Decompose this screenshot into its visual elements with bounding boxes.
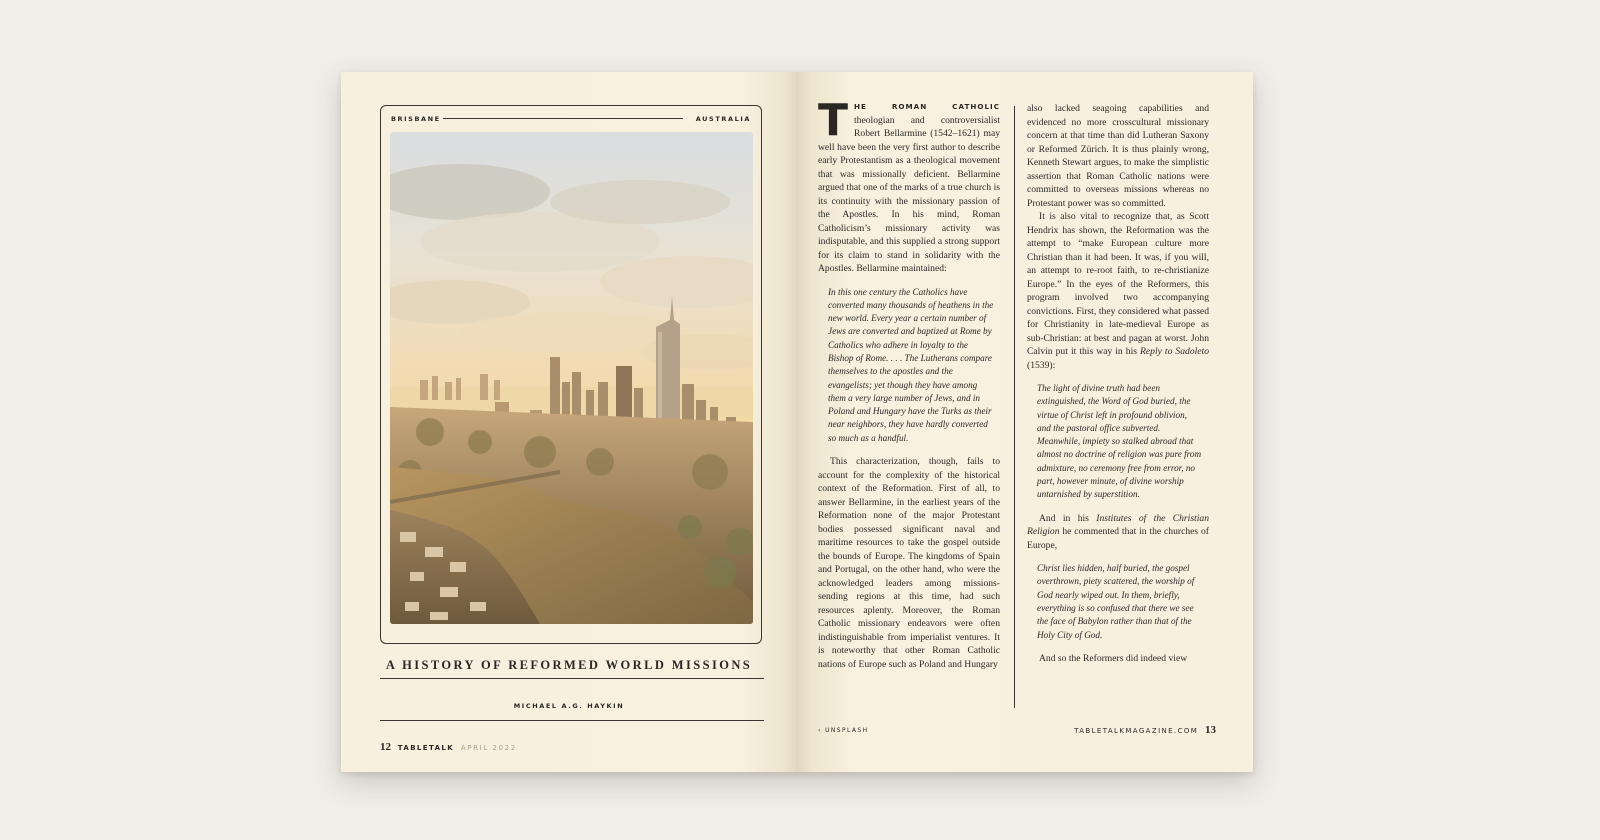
calvin-quote: The light of divine truth had been extinguished, the Word of God buried, the virtue of Christ left in profound oblivion, and the pastoral office subverted. Meanwhile, impiety so stalked abroad that almost no doctrine of religion was pure from admixture, no ceremony free from error, no part, however minute, of divine worship untarnished by superstition. — [1037, 383, 1202, 500]
issue-date: APRIL 2022 — [460, 744, 517, 752]
left-folio — [380, 741, 517, 753]
text-column-2 — [1027, 102, 1209, 665]
paragraph: also lacked seagoing capabilities and evidenced no more crosscultural missionary concern at that time than did Lutheran Saxony or Reformed Zürich. It is thus plainly wrong, Kenneth Stewart argues, to make the simplistic assertion that Roman Catholic nations were committed to overseas missions whereas no Protestant power was so committed. — [1027, 103, 1209, 209]
paragraph — [1027, 512, 1209, 553]
location-country: AUSTRALIA — [695, 115, 751, 123]
city-skyline-image — [390, 132, 753, 624]
bellarmine-quote: In this one century the Catholics have converted many thousands of heathens in the new world. Every year a certain number of Jews are converted and baptized at Rome by Catholics who adhere in loyalty to the Bishop of Rome. . . . The Lutherans compare themselves to the apostles and the evangelists; yet though they have among them a very large number of Jews, and in Poland and Hungary have the Turks as their near neighbors, they have hardly converted so much as a handful. — [828, 286, 994, 443]
magazine-name: TABLETALK — [397, 744, 455, 752]
paragraph — [1027, 210, 1209, 372]
paragraph: This characterization, though, fails to account for the complexity of the historical context of the Reformation. First of all, to answer Bellarmine, in the earliest years of the Reformation none of the major Protestant bodies possessed significant naval and maritime resources to take the gospel outside the bounds of Europe. The kingdoms of Spain and Portugal, on the other hand, who were the acknowledged leaders among missions-sending regions at this time, had such resources aplenty. Moreover, the Roman Catholic missionary endeavors were often indistinguishable from imperialist ventures. It is noteworthy that other Roman Catholic nations of Europe such as Poland and Hungary — [818, 456, 1000, 670]
headline-rule-bottom — [380, 720, 764, 721]
paragraph: And so the Reformers did indeed view — [1039, 652, 1188, 664]
book-title: Reply to Sadoleto — [1140, 346, 1210, 357]
paragraph-text: It is also vital to recognize that, as Scott Hendrix has shown, the Reformation was the attempt to “make European culture more Christian than it had been. It was, if you will, an attempt to re-root faith, to re-christianize Europe.” In the eyes of the Reformers, this program involved two accompanying convictions. First, they considered what passed for Christianity in late-medieval Europe as sub-Christian: at best and pagan at worst. John Calvin put it this way in his — [1027, 211, 1209, 357]
drop-cap: T — [818, 95, 849, 146]
paragraph-text: theologian and controversialist Robert Bellarmine (1542–1621) may well have been the very first author to describe early Protestantism as a theological movement that was missionally deficient. Bellarmine argued that one of the marks of a true church is its continuity with the missionary passion of the Apostles. In his mind, Roman Catholicism’s missionary activity was indisputable, and this supplied a strong support for its claim to stand in solidarity with the Apostles. Bellarmine maintained: — [818, 114, 1000, 274]
left-page — [341, 72, 797, 772]
institutes-quote: Christ lies hidden, half buried, the gospel overthrown, piety scattered, the worship of God nearly wiped out. In them, briefly, everything is so confused that there we see the face of Babylon rather than that of the Holy City of God. — [1037, 563, 1195, 640]
left-page-number: 12 — [380, 741, 391, 753]
author-byline: MICHAEL A.G. HAYKIN — [513, 702, 625, 710]
right-folio — [1074, 724, 1216, 736]
article-headline: A HISTORY OF REFORMED WORLD MISSIONS — [385, 658, 753, 672]
column-divider — [1014, 106, 1015, 708]
city-skyline-photo — [390, 132, 753, 624]
opening-paragraph — [818, 95, 1000, 276]
photo-credit-text: UNSPLASH — [825, 727, 869, 734]
location-city: BRISBANE — [391, 115, 441, 123]
book-title: Institutes of the Christian Religion — [1027, 512, 1209, 538]
location-rule — [443, 118, 683, 119]
lead-smallcaps: HE ROMAN CATHOLIC — [854, 102, 1000, 111]
headline-rule-top — [380, 678, 764, 679]
photo-frame — [380, 105, 762, 644]
website: TABLETALKMAGAZINE.COM — [1074, 727, 1199, 735]
photo-credit — [818, 727, 869, 734]
right-page — [797, 72, 1253, 772]
right-page-number: 13 — [1205, 724, 1216, 736]
arrow-left-icon: ‹ — [818, 727, 826, 734]
paragraph-text: he commented that in the churches of Europe, — [1027, 526, 1209, 551]
magazine-spread — [341, 72, 1253, 772]
text-column-1 — [818, 95, 1000, 671]
paragraph-text: (1539): — [1027, 359, 1056, 371]
paragraph-text: And in his — [1039, 512, 1097, 524]
